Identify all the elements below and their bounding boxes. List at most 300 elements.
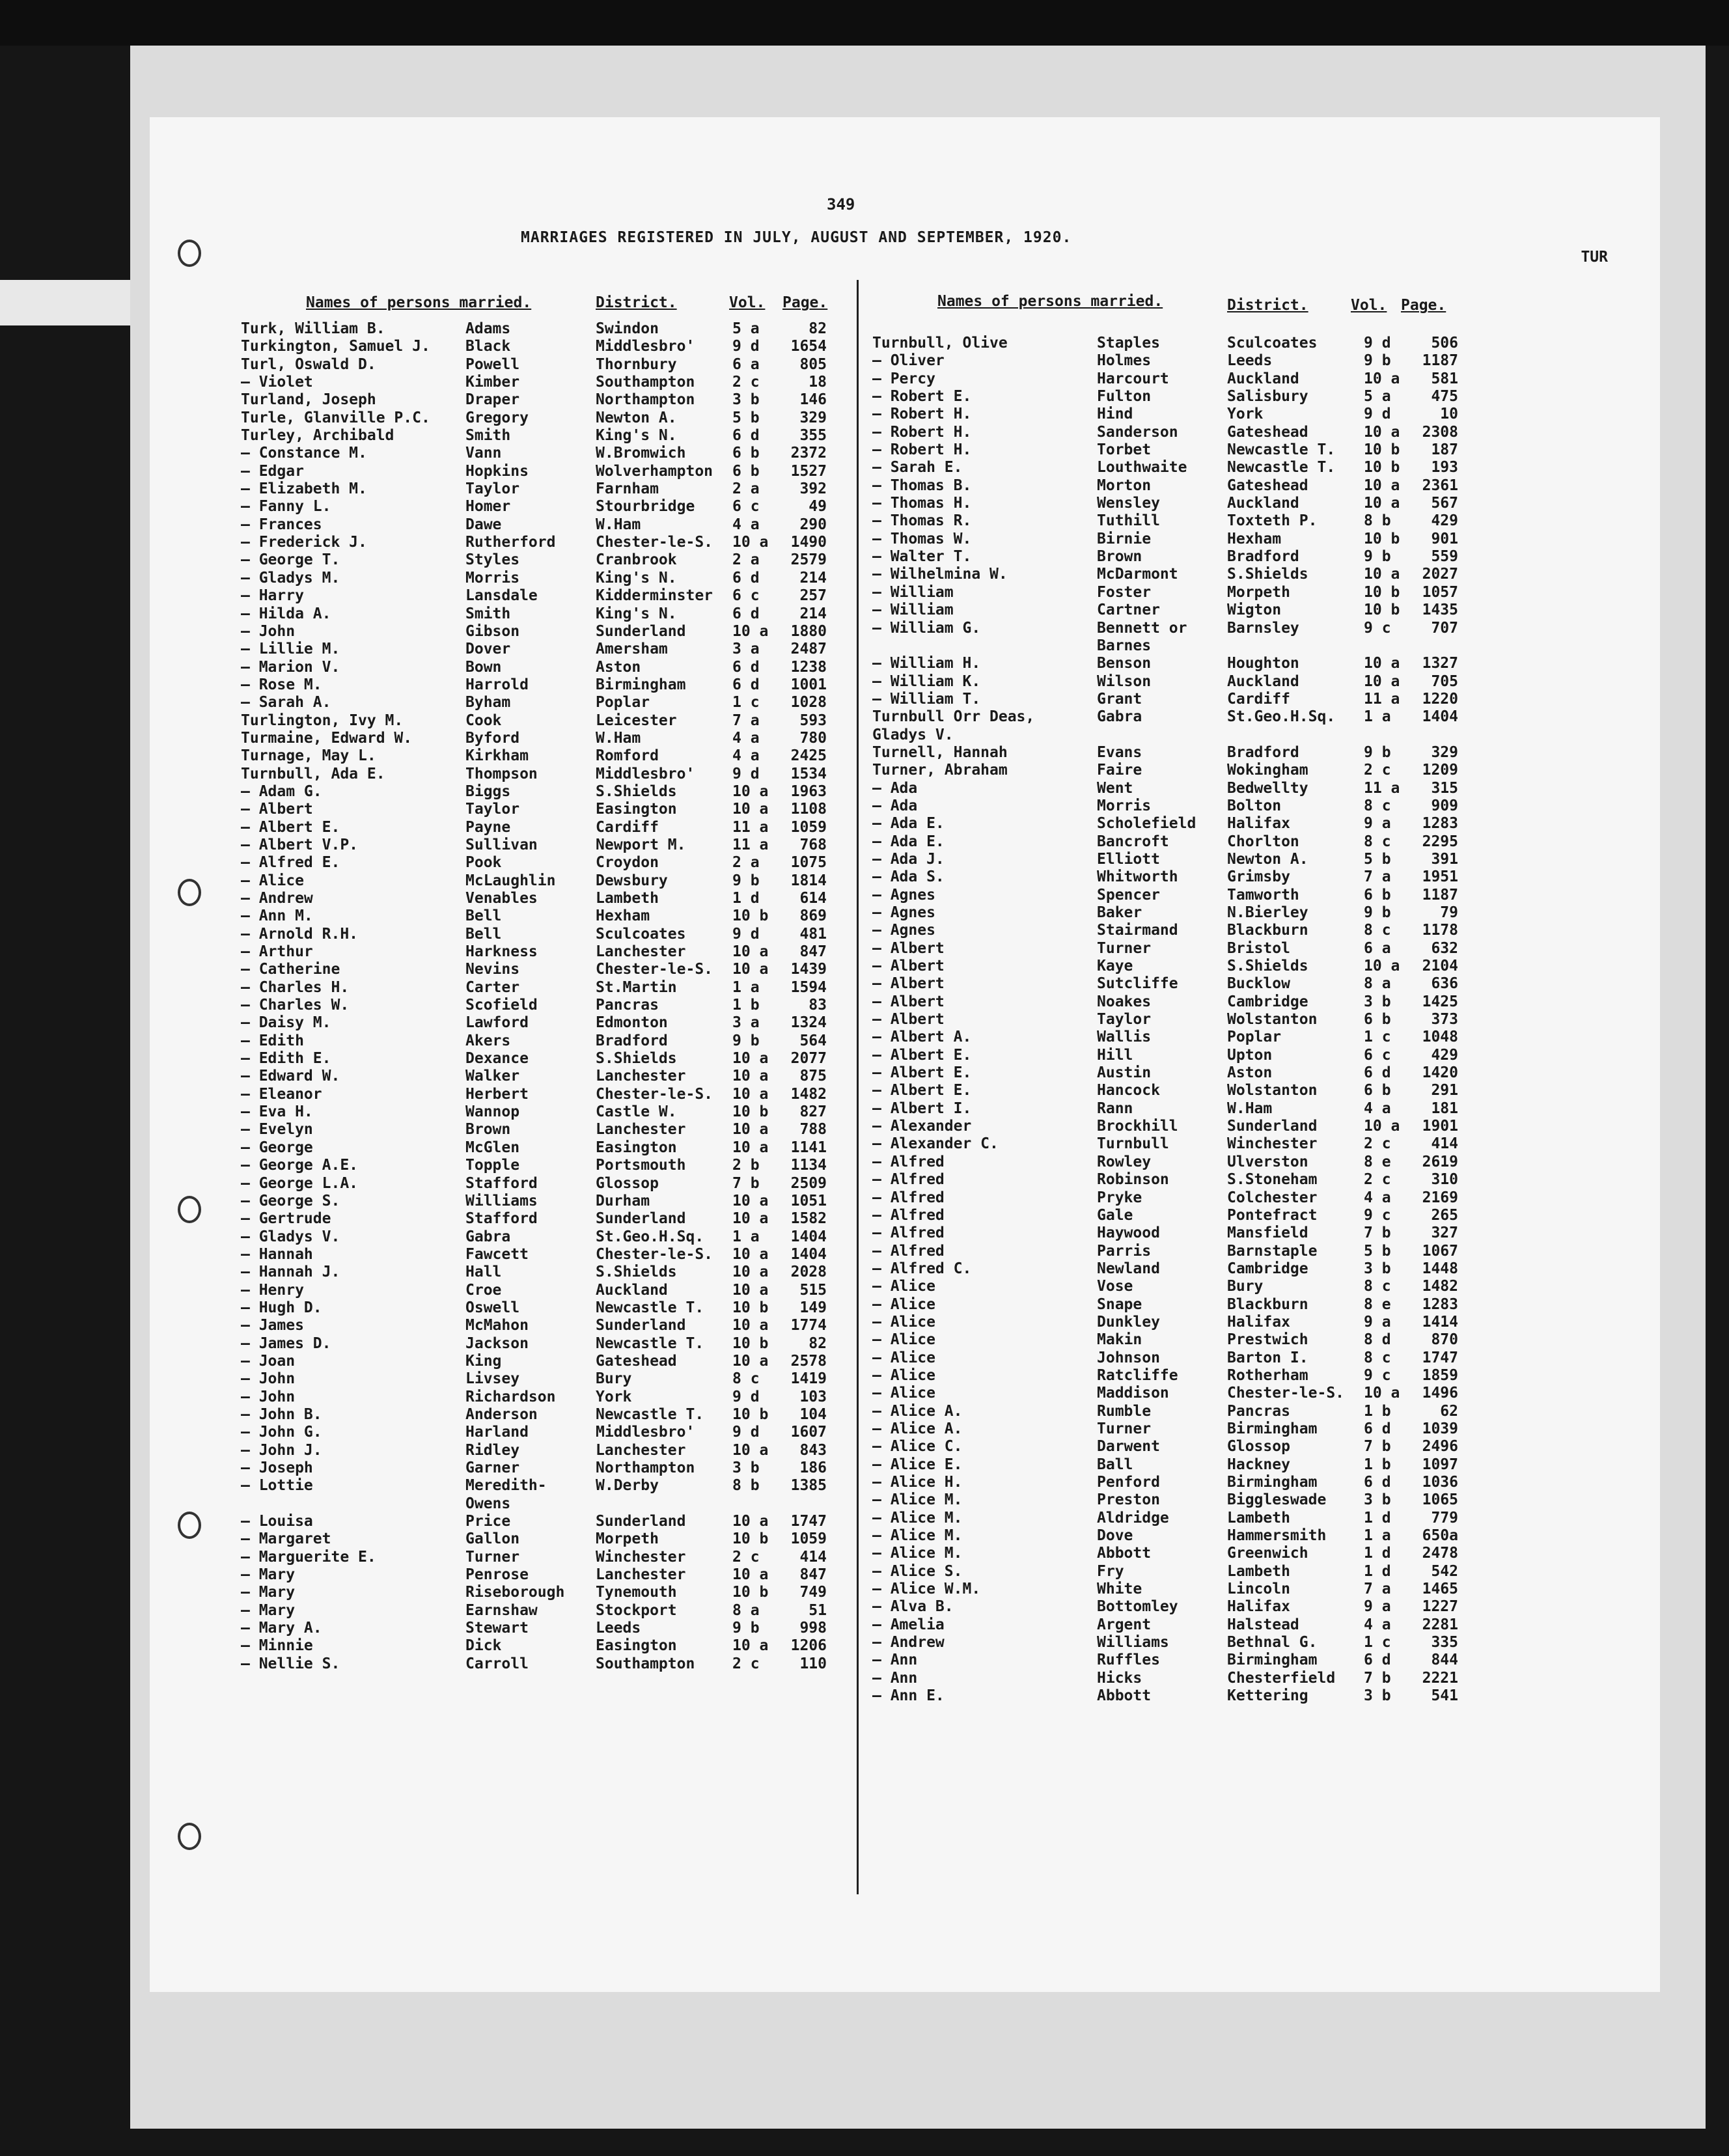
volume-ref: 9 b: [1364, 548, 1391, 566]
spouse-surname: Wensley: [1097, 495, 1160, 512]
page-ref: 1439: [790, 961, 827, 978]
entry-row: [241, 374, 918, 391]
entry-name: — Louisa: [241, 1513, 313, 1530]
district-name: King's N.: [596, 427, 677, 445]
spouse-surname: Penrose: [465, 1566, 529, 1584]
entry-name: — Ann M.: [241, 907, 313, 925]
district-name: Castle W.: [596, 1103, 677, 1121]
page-ref: 1534: [790, 765, 827, 782]
page-ref: 214: [799, 569, 827, 587]
district-name: N.Bierley: [1227, 904, 1308, 921]
spouse-surname: Elliott: [1097, 850, 1160, 868]
entry-name: — Albert V.P.: [241, 836, 359, 853]
district-name: W.Derby: [596, 1477, 659, 1495]
entry-name: Turnage, May L.: [241, 747, 376, 765]
district-name: Newcastle T.: [1227, 441, 1336, 459]
page-ref: 2295: [1422, 833, 1458, 850]
volume-ref: 3 b: [1364, 993, 1391, 1010]
page-ref: 1028: [790, 694, 827, 712]
entry-row: [241, 1442, 918, 1459]
volume-ref: 10 a: [732, 1566, 769, 1584]
entry-name: Turlington, Ivy M.: [241, 712, 404, 729]
volume-ref: 4 a: [732, 516, 760, 533]
spouse-surname: Gale: [1097, 1206, 1133, 1224]
volume-ref: 10 a: [732, 1637, 769, 1655]
spouse-surname: Kirkham: [465, 747, 529, 765]
volume-ref: 6 d: [732, 658, 760, 676]
entry-name: — Albert: [872, 958, 945, 975]
volume-ref: 10 a: [732, 1245, 769, 1263]
page-ref: 291: [1431, 1082, 1458, 1099]
volume-ref: 10 a: [732, 622, 769, 640]
district-name: Pancras: [1227, 1402, 1290, 1420]
page-ref: 1414: [1422, 1313, 1458, 1331]
entry-name: — Alice A.: [872, 1420, 963, 1437]
spouse-surname: Scholefield: [1097, 815, 1196, 833]
volume-ref: 1 a: [1364, 1527, 1391, 1545]
district-name: Wolverhampton: [596, 462, 713, 480]
spouse-surname: Taylor: [465, 801, 520, 818]
spouse-surname: Hill: [1097, 1046, 1133, 1064]
district-name: Sunderland: [1227, 1118, 1318, 1135]
entry-row: [241, 890, 918, 907]
page-ref: 2104: [1422, 958, 1458, 975]
spouse-surname: Went: [1097, 779, 1133, 797]
spouse-surname: Harkness: [465, 943, 538, 961]
district-name: Chorlton: [1227, 833, 1299, 850]
spouse-surname: Lawford: [465, 1014, 529, 1032]
entry-row: [241, 747, 918, 765]
page-ref: 2281: [1422, 1616, 1458, 1633]
entry-name: — Alice W.M.: [872, 1581, 981, 1598]
page-ref: 1404: [790, 1228, 827, 1245]
district-name: York: [596, 1388, 632, 1405]
entry-name: — Alice M.: [872, 1491, 963, 1509]
district-name: Dewsbury: [596, 872, 668, 889]
page-ref: 1385: [790, 1477, 827, 1495]
spouse-surname: Preston: [1097, 1491, 1160, 1509]
volume-ref: 10 a: [732, 1281, 769, 1299]
volume-ref: 5 b: [1364, 1242, 1391, 1260]
entry-name: — Thomas B.: [872, 477, 972, 494]
volume-ref: 10 a: [732, 1139, 769, 1156]
entry-name: — Rose M.: [241, 676, 322, 693]
entry-name: — Walter T.: [872, 548, 972, 566]
entry-name: — Arnold R.H.: [241, 925, 359, 943]
volume-ref: 8 c: [1364, 922, 1391, 939]
page-ref: 705: [1431, 672, 1458, 690]
entry-name: — Eleanor: [241, 1085, 322, 1103]
spouse-surname: Hall: [465, 1264, 502, 1281]
entry-row: [241, 907, 918, 925]
entry-row: [241, 836, 918, 854]
spouse-surname: Kimber: [465, 374, 520, 391]
entry-name: — John B.: [241, 1405, 322, 1423]
spouse-surname: Brown: [1097, 548, 1142, 566]
entry-name: — John G.: [241, 1424, 322, 1441]
page-ref: 310: [1431, 1171, 1458, 1189]
spouse-surname: Dover: [465, 641, 511, 658]
entry-name: — Alice: [872, 1278, 935, 1295]
entry-row: [872, 1011, 1549, 1029]
spouse-surname: Argent: [1097, 1616, 1152, 1633]
entry-row: [872, 691, 1549, 708]
page-ref: 429: [1431, 512, 1458, 530]
page-ref: 1490: [790, 534, 827, 551]
spouse-surname: Powell: [465, 355, 520, 373]
entry-name: — Minnie: [241, 1637, 313, 1655]
spouse-surname: Morris: [465, 569, 520, 587]
district-name: Sculcoates: [596, 925, 686, 943]
entry-row: [241, 1246, 918, 1264]
district-name: Chester-le-S.: [596, 534, 713, 551]
page-ref: 1814: [790, 872, 827, 889]
district-name: Lambeth: [1227, 1562, 1290, 1580]
volume-ref: 2 c: [732, 1655, 760, 1672]
volume-ref: 10 a: [1364, 495, 1400, 512]
district-name: Middlesbro': [596, 1424, 695, 1441]
entry-name: — William H.: [872, 655, 981, 672]
district-name: Lanchester: [596, 1068, 686, 1085]
punch-hole-icon: [178, 1823, 201, 1850]
entry-name: — Alice E.: [872, 1456, 963, 1473]
spouse-surname: Adams: [465, 320, 511, 337]
volume-ref: 6 c: [1364, 1046, 1391, 1064]
page-ref: 2579: [790, 551, 827, 569]
page-ref: 875: [799, 1068, 827, 1085]
entry-row: [241, 1228, 918, 1246]
spouse-surname: Payne: [465, 818, 511, 836]
district-name: Hackney: [1227, 1456, 1290, 1473]
page-ref: 187: [1431, 441, 1458, 459]
entry-row: [872, 1118, 1549, 1135]
spouse-surname: Vann: [465, 445, 502, 462]
spouse-surname: Sanderson: [1097, 423, 1178, 441]
page-ref: 1075: [790, 854, 827, 872]
volume-ref: 8 e: [1364, 1295, 1391, 1313]
volume-ref: 10 a: [732, 1317, 769, 1334]
spouse-surname: McMahon: [465, 1317, 529, 1334]
volume-ref: 6 d: [1364, 1474, 1391, 1491]
volume-ref: 5 b: [1364, 850, 1391, 868]
page-ref: 749: [799, 1584, 827, 1601]
volume-ref: 10 a: [1364, 958, 1400, 975]
entry-row: [241, 445, 918, 462]
entry-name: — Hilda A.: [241, 605, 331, 622]
entry-name: — Albert I.: [872, 1099, 972, 1117]
entry-row: [872, 512, 1549, 530]
district-name: Halifax: [1227, 815, 1290, 833]
volume-ref: 9 d: [732, 765, 760, 782]
entry-row: [241, 1602, 918, 1620]
spouse-surname: Faire: [1097, 762, 1142, 779]
page-ref: 1059: [790, 818, 827, 836]
entry-row: [872, 797, 1549, 815]
page-ref: 1482: [1422, 1278, 1458, 1295]
page-ref: 373: [1431, 1011, 1458, 1029]
volume-ref: 4 a: [1364, 1616, 1391, 1633]
page-ref: 1141: [790, 1139, 827, 1156]
spouse-surname: Kaye: [1097, 958, 1133, 975]
district-name: Chesterfield: [1227, 1669, 1336, 1687]
page-ref: 181: [1431, 1099, 1458, 1117]
entry-row: [241, 694, 918, 712]
entry-row: [241, 1282, 918, 1299]
page-title: MARRIAGES REGISTERED IN JULY, AUGUST AND SEPTEMBER, 1920.: [521, 229, 1072, 246]
page-ref: 650a: [1422, 1527, 1458, 1545]
volume-ref: 10 b: [1364, 583, 1400, 601]
spouse-surname: Vose: [1097, 1278, 1133, 1295]
volume-ref: 9 c: [1364, 619, 1391, 637]
page-ref: 1594: [790, 978, 827, 996]
volume-ref: 9 a: [1364, 815, 1391, 833]
page-ref: 1482: [790, 1085, 827, 1103]
entry-row: [872, 1100, 1549, 1118]
entry-name: — Hannah: [241, 1245, 313, 1263]
spouse-surname: Parris: [1097, 1242, 1152, 1260]
page-ref: 2496: [1422, 1438, 1458, 1456]
district-name: Cambridge: [1227, 1260, 1308, 1277]
spouse-surname: Rumble: [1097, 1402, 1152, 1420]
volume-ref: 6 c: [732, 498, 760, 516]
spouse-surname: Wannop: [465, 1103, 520, 1121]
volume-ref: 9 b: [732, 1032, 760, 1049]
spouse-surname: Taylor: [1097, 1011, 1152, 1029]
spouse-surname: Gregory: [465, 409, 529, 426]
district-name: Tynemouth: [596, 1584, 677, 1601]
entry-row: [241, 570, 918, 587]
entry-name: Turle, Glanville P.C.: [241, 409, 430, 426]
entry-name: — Constance M.: [241, 445, 367, 462]
spouse-surname: Darwent: [1097, 1438, 1160, 1456]
entry-name: — Ann E.: [872, 1687, 945, 1705]
district-name: St.Martin: [596, 978, 677, 996]
spouse-surname: Dawe: [465, 516, 502, 533]
volume-ref: 10 a: [732, 1441, 769, 1459]
district-name: Lanchester: [596, 1441, 686, 1459]
district-name: Barnstaple: [1227, 1242, 1318, 1260]
page-ref: 844: [1431, 1652, 1458, 1669]
entry-name: — Alice S.: [872, 1562, 963, 1580]
entry-name: — William T.: [872, 690, 981, 708]
spouse-surname: Cook: [465, 712, 502, 729]
district-name: St.Geo.H.Sq.: [596, 1228, 704, 1245]
district-name: Newton A.: [1227, 850, 1308, 868]
entry-row: [872, 370, 1549, 388]
entry-name: — Alice: [872, 1385, 935, 1402]
volume-ref: 11 a: [1364, 779, 1400, 797]
entry-row: [241, 1014, 918, 1032]
spouse-surname: Price: [465, 1513, 511, 1530]
entry-name: — John J.: [241, 1441, 322, 1459]
page-ref: 998: [799, 1620, 827, 1637]
entry-name: — Edith E.: [241, 1050, 331, 1068]
entry-name: — Robert H.: [872, 406, 972, 423]
page-ref: 1001: [790, 676, 827, 693]
entry-name: — Marguerite E.: [241, 1548, 376, 1566]
spouse-surname: Maddison: [1097, 1385, 1169, 1402]
page-ref: 2487: [790, 641, 827, 658]
page-ref: 1057: [1422, 583, 1458, 601]
page-ref: 1774: [790, 1317, 827, 1334]
district-name: S.Shields: [596, 1264, 677, 1281]
spouse-surname: McGlen: [465, 1139, 520, 1156]
page-ref: 103: [799, 1388, 827, 1405]
spouse-surname: Gallon: [465, 1530, 520, 1548]
spouse-surname: Pook: [465, 854, 502, 872]
spouse-surname: White: [1097, 1581, 1142, 1598]
spouse-surname: Wilson: [1097, 672, 1152, 690]
district-name: Bedwellty: [1227, 779, 1308, 797]
district-name: Easington: [596, 1139, 677, 1156]
entry-name: — Mary: [241, 1566, 296, 1584]
entry-name: — Edward W.: [241, 1068, 340, 1085]
page-ref: 1178: [1422, 922, 1458, 939]
entry-row: [872, 477, 1549, 495]
spouse-surname: Aldridge: [1097, 1509, 1169, 1527]
volume-ref: 10 b: [732, 1299, 769, 1316]
entry-name: — Robert H.: [872, 423, 972, 441]
volume-ref: 2 c: [1364, 762, 1391, 779]
page-ref: 1051: [790, 1192, 827, 1209]
district-name: Hammersmith: [1227, 1527, 1327, 1545]
page-ref: 1108: [790, 801, 827, 818]
entry-row: [872, 1314, 1549, 1331]
spouse-surname: Robinson: [1097, 1171, 1169, 1189]
spouse-surname: Turner: [1097, 939, 1152, 957]
page-ref: 315: [1431, 779, 1458, 797]
page-ref: 79: [1440, 904, 1458, 921]
page-ref: 779: [1431, 1509, 1458, 1527]
volume-ref: 10 a: [732, 1513, 769, 1530]
spouse-surname: Pryke: [1097, 1189, 1142, 1206]
page-ref: 2619: [1422, 1153, 1458, 1170]
entry-row: [872, 1278, 1549, 1295]
page-ref: 2027: [1422, 566, 1458, 583]
entry-name: — Alice M.: [872, 1545, 963, 1562]
entry-row: [241, 587, 918, 605]
page-ref: 541: [1431, 1687, 1458, 1705]
volume-ref: 10 a: [732, 1085, 769, 1103]
district-name: York: [1227, 406, 1264, 423]
page-ref: 2077: [790, 1050, 827, 1068]
volume-ref: 9 b: [732, 1620, 760, 1637]
entry-name: — Ann: [872, 1652, 918, 1669]
volume-ref: 10 a: [732, 782, 769, 800]
entry-row: [872, 1296, 1549, 1314]
page-ref: 49: [809, 498, 827, 516]
district-name: Bristol: [1227, 939, 1290, 957]
entry-row: [872, 495, 1549, 512]
volume-ref: 10 a: [732, 1352, 769, 1370]
entry-row: [872, 335, 1549, 352]
district-name: Bethnal G.: [1227, 1634, 1318, 1652]
volume-ref: 2 c: [732, 1548, 760, 1566]
volume-ref: 8 b: [1364, 512, 1391, 530]
entry-row: [241, 1620, 918, 1637]
volume-ref: 4 a: [732, 747, 760, 765]
entry-row: [872, 673, 1549, 691]
page-ref: 1901: [1422, 1118, 1458, 1135]
spouse-surname: Byham: [465, 694, 511, 712]
volume-ref: 6 d: [732, 605, 760, 622]
entry-row: [241, 1655, 918, 1673]
entry-row: [241, 1549, 918, 1566]
spouse-surname: Garner: [465, 1459, 520, 1476]
spouse-surname: Foster: [1097, 583, 1152, 601]
entry-name: — Agnes: [872, 922, 935, 939]
entry-row: [241, 427, 918, 445]
volume-ref: 10 a: [732, 1210, 769, 1228]
volume-ref: 2 c: [1364, 1135, 1391, 1153]
entry-row: [872, 958, 1549, 975]
page-ref: 632: [1431, 939, 1458, 957]
spouse-surname: Biggs: [465, 782, 511, 800]
volume-ref: 4 a: [1364, 1189, 1391, 1206]
entry-row: [872, 868, 1549, 886]
entry-row: [872, 548, 1549, 566]
entry-name: — Adam G.: [241, 782, 322, 800]
entry-row: [872, 1687, 1549, 1705]
volume-ref: 10 b: [732, 1405, 769, 1423]
page-ref: 1327: [1422, 655, 1458, 672]
spouse-surname: Dexance: [465, 1050, 529, 1068]
entry-row: [241, 1193, 918, 1210]
district-name: Wolstanton: [1227, 1082, 1318, 1099]
entry-row: [241, 1495, 918, 1513]
page-ref: 475: [1431, 388, 1458, 406]
entry-name: Turl, Oswald D.: [241, 355, 376, 373]
spouse-surname: Austin: [1097, 1064, 1152, 1082]
volume-ref: 10 a: [732, 961, 769, 978]
spouse-surname: Venables: [465, 890, 538, 907]
volume-ref: 8 a: [732, 1601, 760, 1619]
volume-ref: 6 d: [1364, 1652, 1391, 1669]
entry-name: — Lillie M.: [241, 641, 340, 658]
entry-name: — Charles H.: [241, 978, 350, 996]
district-name: Kidderminster: [596, 587, 713, 605]
district-name: Morpeth: [1227, 583, 1290, 601]
volume-ref: 8 c: [732, 1370, 760, 1388]
spouse-surname: Livsey: [465, 1370, 520, 1388]
district-name: Hexham: [596, 907, 650, 925]
entry-name: — Andrew: [241, 890, 313, 907]
page-ref: 1187: [1422, 886, 1458, 904]
page-ref: 707: [1431, 619, 1458, 637]
volume-ref: 10 a: [732, 801, 769, 818]
district-name: Newcastle T.: [596, 1299, 704, 1316]
spouse-surname: Ball: [1097, 1456, 1133, 1473]
entry-name: — Ann: [872, 1669, 918, 1687]
volume-ref: 6 d: [732, 569, 760, 587]
volume-ref: 1 c: [732, 694, 760, 712]
spouse-surname: Topple: [465, 1157, 520, 1174]
entry-name: — Evelyn: [241, 1121, 313, 1139]
spouse-surname: Stafford: [465, 1210, 538, 1228]
district-name: Bucklow: [1227, 975, 1290, 993]
entry-row: [241, 534, 918, 551]
page-ref: 1419: [790, 1370, 827, 1388]
district-name: Halifax: [1227, 1313, 1290, 1331]
district-name: Aston: [1227, 1064, 1273, 1082]
header-district: District.: [1227, 297, 1308, 314]
district-name: Birmingham: [1227, 1652, 1318, 1669]
entry-row: [241, 498, 918, 516]
entry-name: — Fanny L.: [241, 498, 331, 516]
entry-row: [241, 1210, 918, 1228]
spouse-surname: Bancroft: [1097, 833, 1169, 850]
entry-name: — Robert H.: [872, 441, 972, 459]
